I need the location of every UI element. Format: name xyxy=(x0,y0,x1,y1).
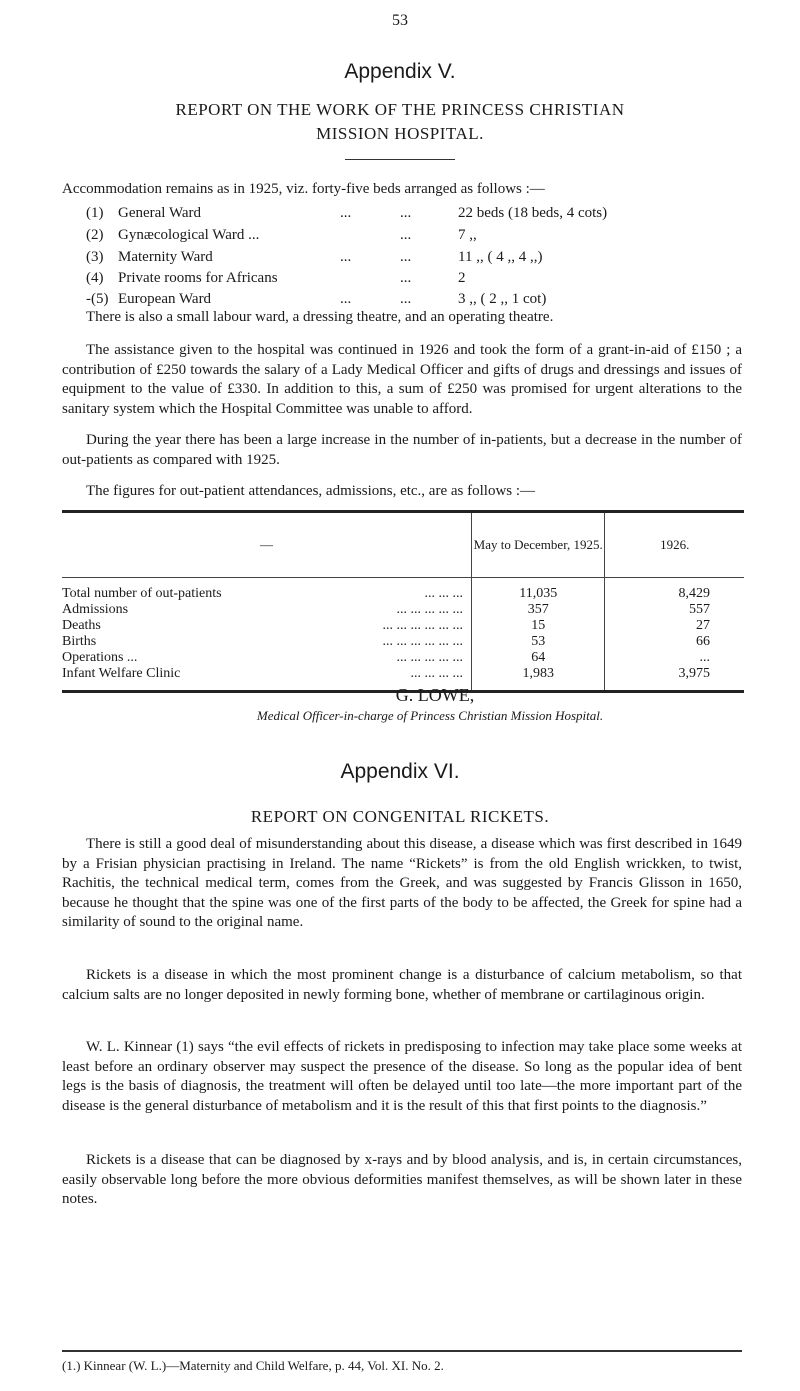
rickets-title: REPORT ON CONGENITAL RICKETS. xyxy=(250,807,550,826)
col-header-1925: May to December, 1925. xyxy=(471,512,605,578)
value-1925: 64 xyxy=(471,650,605,666)
ward-beds: 3 ,, ( 2 ,, 1 cot) xyxy=(458,291,547,307)
row-leader-dots: ... ... ... ... ... xyxy=(396,602,463,617)
table-corner: — xyxy=(62,512,471,578)
ward-number: (3) xyxy=(86,249,104,265)
table-row xyxy=(62,602,744,618)
value-1926: 66 xyxy=(696,634,710,649)
appendix-v-heading: Appendix V. xyxy=(344,60,456,83)
row-label: Deaths xyxy=(62,618,101,633)
ward-number: (4) xyxy=(86,270,104,286)
value-1926: 27 xyxy=(696,618,710,633)
row-leader-dots: ... ... ... ... ... xyxy=(396,650,463,665)
page-number: 53 xyxy=(392,12,408,29)
ward-name: Gynæcological Ward ... xyxy=(118,227,260,243)
footnote: (1.) Kinnear (W. L.)—Maternity and Child Welfare, p. 44, Vol. XI. No. 2. xyxy=(62,1358,444,1373)
report-title-line1: REPORT ON THE WORK OF THE PRINCESS CHRISTIAN xyxy=(175,100,625,119)
ward-number: -(5) xyxy=(86,291,109,307)
row-leader-dots: ... ... ... ... xyxy=(410,666,463,681)
ward-beds: 22 beds (18 beds, 4 cots) xyxy=(458,205,608,221)
report-title-line2: MISSION HOSPITAL. xyxy=(316,124,484,143)
signature-title: Medical Officer-in-charge of Princess Christian Mission Hospital. xyxy=(256,708,604,723)
ward-leader-dots: ... xyxy=(340,205,352,221)
row-label-cell xyxy=(62,602,471,618)
ward-leader-dots: ... xyxy=(400,205,412,221)
title-rule xyxy=(345,159,455,160)
table-row xyxy=(62,650,744,666)
ward-name: Maternity Ward xyxy=(118,249,213,265)
row-label-cell xyxy=(62,650,471,666)
figures-intro: The figures for out-patient attendances, admissions, etc., are as follows :— xyxy=(86,483,536,499)
value-1925: 15 xyxy=(471,618,605,634)
value-1926: ... xyxy=(699,650,710,665)
ward-name: Private rooms for Africans xyxy=(118,270,278,286)
value-1926: 557 xyxy=(689,602,710,617)
accommodation-intro: Accommodation remains as in 1925, viz. forty-five beds arranged as follows :— xyxy=(62,181,545,197)
row-label-cell xyxy=(62,618,471,634)
rickets-paragraph-4: Rickets is a disease that can be diagnosed by x-rays and by blood analysis, and is, in certain circumstances, easily observable long before the more obvious deformities manifest themselves, as will be shown later in these notes. xyxy=(62,1152,742,1207)
value-1926: 3,975 xyxy=(678,666,710,681)
ward-name: General Ward xyxy=(118,205,202,221)
assistance-paragraph: The assistance given to the hospital was continued in 1926 and took the form of a grant-in-aid of £150 ; a contribution of £250 towards the salary of a Lady Medical Officer and gifts of drugs and dressings and issues of equipment to the value of £330. In addition to this, a sum of £250 was promised for urgent alterations to the sanitary system which the Hospital Committee was unable to afford. xyxy=(62,342,742,417)
value-1925: 53 xyxy=(471,634,605,650)
row-label-cell xyxy=(62,634,471,650)
appendix-vi-heading: Appendix VI. xyxy=(340,760,460,783)
col-header-1926: 1926. xyxy=(660,537,690,552)
value-1926: 8,429 xyxy=(678,586,710,601)
ward-beds: 2 xyxy=(458,270,466,286)
ward-beds: 7 ,, xyxy=(458,227,477,243)
footnote-rule xyxy=(62,1350,742,1352)
ward-number: (2) xyxy=(86,227,104,243)
ward-leader-dots: ... xyxy=(340,249,352,265)
row-label: Births xyxy=(62,634,97,649)
table-row xyxy=(62,618,744,634)
ward-beds: 11 ,, ( 4 ,, 4 ,,) xyxy=(458,249,543,265)
row-label: Infant Welfare Clinic xyxy=(62,666,181,681)
value-1925: 357 xyxy=(471,602,605,618)
rickets-paragraph-1: There is still a good deal of misunderstanding about this disease, a disease which was first described in 1649 by a Frisian physician practising in Ireland. The name “Rickets” is from the old English wrickken, to twist, Rachitis, the technical medical term, comes from the Greek, and was suggested by Francis Glisson in 1650, because he thought that the spine was one of the first parts of the body to be affected, the Greek for spine had a similarity of sound to the original name. xyxy=(62,836,742,930)
ward-number: (1) xyxy=(86,205,104,221)
signature-name: G. LOWE, xyxy=(395,685,475,705)
value-1925: 11,035 xyxy=(471,578,605,603)
rickets-paragraph-2: Rickets is a disease in which the most prominent change is a disturbance of calcium metabolism, so that calcium salts are no longer deposited in newly forming bone, whether of membrane or cartilaginous origin. xyxy=(62,967,742,1003)
table-row xyxy=(62,634,744,650)
patients-paragraph: During the year there has been a large increase in the number of in-patients, but a decrease in the number of out-patients as compared with 1925. xyxy=(62,432,742,468)
ward-leader-dots: ... xyxy=(340,291,352,307)
value-1925: 1,983 xyxy=(471,666,605,692)
rickets-paragraph-3: W. L. Kinnear (1) says “the evil effects of rickets in predisposing to infection may take place some weeks at least before an ordinary observer may suspect the presence of the disease. So long as the popular idea of bent legs is the basis of diagnosis, the treatment will often be delayed until too late—the more important part of the disease is the general disturbance of metabolism and it is the result of this that first points to the diagnosis.” xyxy=(62,1039,742,1114)
row-leader-dots: ... ... ... xyxy=(424,586,463,601)
row-label: Total number of out-patients xyxy=(62,586,222,601)
outpatient-table xyxy=(62,510,744,693)
row-leader-dots: ... ... ... ... ... ... xyxy=(382,634,463,649)
ward-leader-dots: ... xyxy=(400,227,412,243)
row-label-cell xyxy=(62,578,471,603)
table-row xyxy=(62,578,744,603)
row-label: Operations ... xyxy=(62,650,138,665)
ward-leader-dots: ... xyxy=(400,270,412,286)
ward-leader-dots: ... xyxy=(400,249,412,265)
facilities-paragraph: There is also a small labour ward, a dressing theatre, and an operating theatre. xyxy=(86,309,554,325)
row-label: Admissions xyxy=(62,602,129,617)
ward-name: European Ward xyxy=(118,291,212,307)
ward-leader-dots: ... xyxy=(400,291,412,307)
row-leader-dots: ... ... ... ... ... ... xyxy=(382,618,463,633)
